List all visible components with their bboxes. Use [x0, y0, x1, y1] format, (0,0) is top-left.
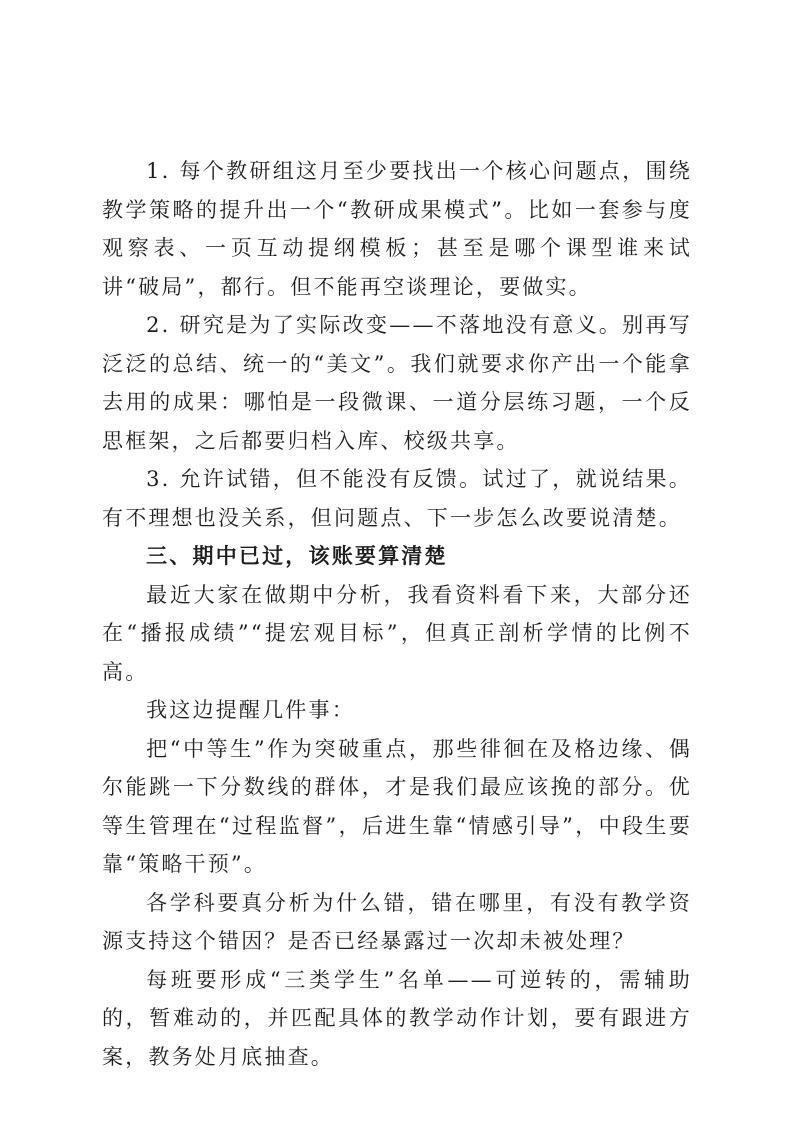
paragraph-item-1: 1. 每个教研组这月至少要找出一个核心问题点，围绕教学策略的提升出一个“教研成果模式”。比如一套参与度观察表、一页互动提纲模板；甚至是哪个课型谁来试讲“破局”，都行。但不能再空谈理论，要做实。	[102, 159, 692, 299]
paragraph-item-3: 3. 允许试错，但不能没有反馈。试过了，就说结果。有不理想也没关系，但问题点、下一步怎么改要说清楚。	[102, 467, 692, 530]
paragraph-item-8: 每班要形成“三类学生”名单——可逆转的，需辅助的，暂难动的，并匹配具体的教学动作计划，要有跟进方案，教务处月底抽查。	[102, 967, 692, 1069]
paragraph-item-2: 2. 研究是为了实际改变——不落地没有意义。别再写泛泛的总结、统一的“美文”。我们就要求你产出一个能拿去用的成果：哪怕是一段微课、一道分层练习题，一个反思框架，之后都要归档入库、校级共享。	[102, 313, 692, 453]
paragraph-item-6: 把“中等生”作为突破重点，那些徘徊在及格边缘、偶尔能跳一下分数线的群体，才是我们最应该挽的部分。优等生管理在“过程监督”，后进生靠“情感引导”，中段生要靠“策略干预”。	[102, 736, 692, 876]
document-body	[102, 152, 692, 1076]
section-heading: 三、期中已过，该账要算清楚	[146, 543, 448, 568]
paragraph-item-7: 各学科要真分析为什么错，错在哪里，有没有教学资源支持这个错因？是否已经暴露过一次却未被处理？	[102, 890, 692, 953]
paragraph-item-5: 我这边提醒几件事：	[146, 698, 355, 722]
paragraph-item-4: 最近大家在做期中分析，我看资料看下来，大部分还在“播报成绩”“提宏观目标”，但真正剖析学情的比例不高。	[102, 582, 692, 684]
